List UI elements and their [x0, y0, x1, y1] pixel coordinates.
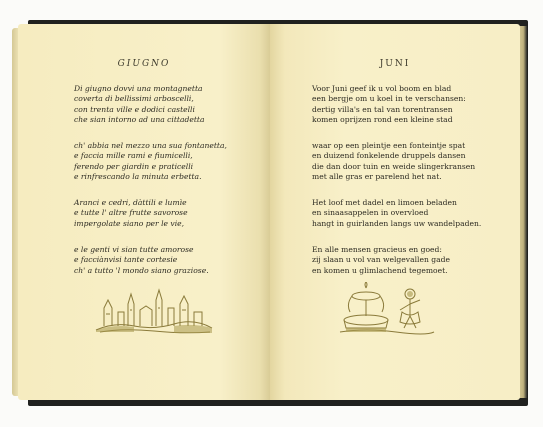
verse-line: hangt in guirlanden langs uw wandelpaden. — [312, 218, 482, 228]
verse-line: dertig villa's en tal van torentransen — [312, 104, 453, 114]
verse-line: ch' abbia nel mezzo una sua fontanetta, — [74, 141, 227, 150]
verse-line: en komen u glimlachend tegemoet. — [312, 265, 448, 275]
verse-line: zij slaan u vol van welgevallen gade — [312, 255, 451, 265]
right-page — [270, 24, 520, 400]
verse-line: ferendo per giardin e praticelli — [74, 161, 194, 171]
verse-line: en duizend fonkelende druppels dansen — [312, 151, 466, 161]
verse-line: con trenta ville e dodici castelli — [74, 104, 195, 114]
verse-line: En alle mensen gracieus en goed: — [312, 245, 442, 254]
verse-line: coverta di bellissimi arboscelli, — [74, 94, 194, 104]
verse-line: een bergje om u koel in te verschansen: — [312, 94, 466, 104]
left-page-heading: GIUGNO — [117, 59, 171, 69]
right-stanza-4 — [312, 245, 450, 276]
right-stanza-3 — [312, 198, 481, 229]
left-stanza-3 — [74, 198, 188, 229]
verse-line: Voor Juni geef ik u vol boom en blad — [312, 84, 452, 93]
verse-line: impergolate siano per le vie, — [74, 218, 185, 228]
left-stanza-2 — [74, 141, 227, 183]
verse-line: e rinfrescando la minuta erbetta. — [74, 172, 202, 182]
verse-line: Aranci e cedri, dàttili e lumìe — [74, 198, 187, 207]
castle-town-illustration — [94, 286, 214, 336]
right-stanza-1 — [312, 84, 466, 126]
verse-line: che sian intorno ad una cittadetta — [74, 115, 205, 125]
left-stanza-4 — [74, 245, 209, 276]
verse-line: ch' a tutto 'l mondo siano graziose. — [74, 265, 209, 275]
verse-line: met alle gras er parelend het nat. — [312, 172, 442, 182]
left-stanza-1 — [74, 84, 204, 126]
verse-line: en sinaasappelen in overvloed — [312, 208, 429, 218]
left-page — [18, 24, 270, 400]
fountain-figure-illustration — [336, 282, 436, 340]
right-stanza-2 — [312, 141, 475, 183]
verse-line: e faccia mille rami e fiumicelli, — [74, 151, 193, 161]
verse-line: Het loof met dadel en limoen beladen — [312, 198, 457, 207]
right-page-heading: JUNI — [379, 59, 411, 69]
verse-line: die dan door tuin en weide slingerkransen — [312, 161, 476, 171]
verse-line: Di giugno dovvi una montagnetta — [74, 84, 203, 93]
verse-line: e facciànvisi tante cortesie — [74, 255, 178, 265]
verse-line: komen oprijzen rond een kleine stad — [312, 115, 453, 125]
verse-line: e tutte l' altre frutte savorose — [74, 208, 188, 218]
verse-line: e le genti vi sian tutte amorose — [74, 245, 194, 254]
verse-line: waar op een pleintje een fonteintje spat — [312, 141, 466, 150]
